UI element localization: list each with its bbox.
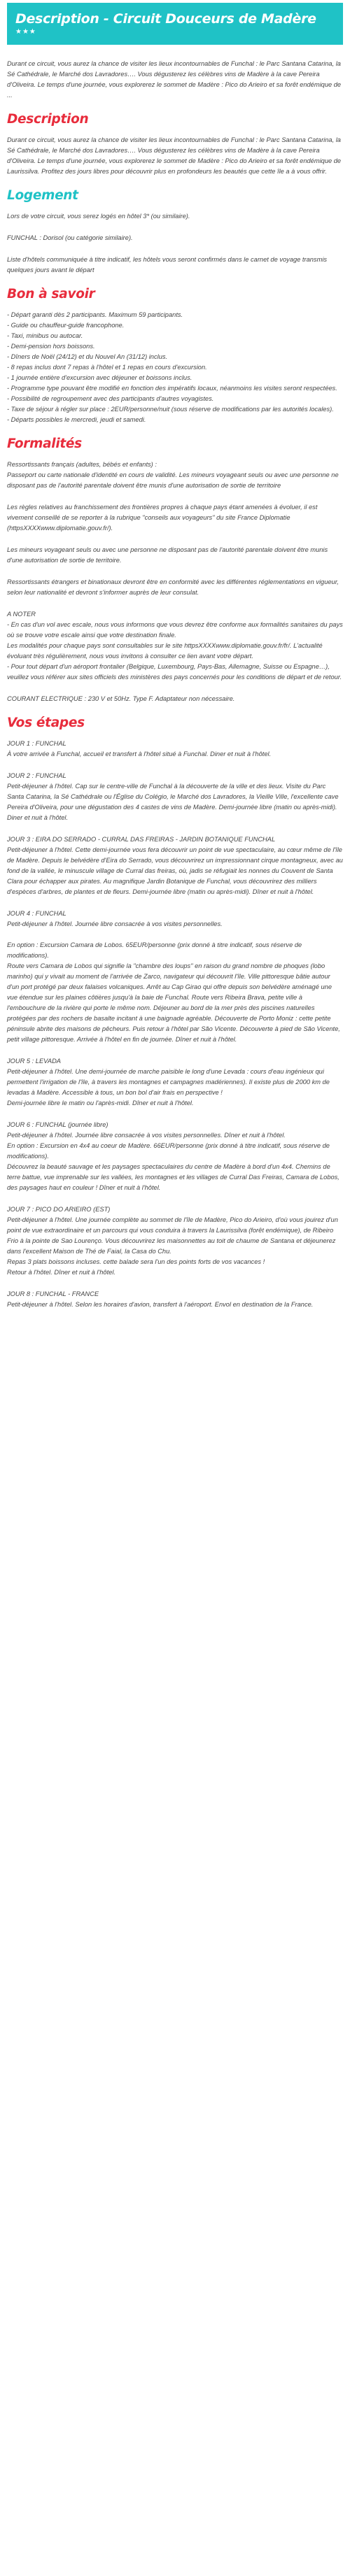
star-rating: ★★★ bbox=[15, 28, 36, 36]
step-title: JOUR 1 : FUNCHAL bbox=[7, 740, 66, 747]
list-item: - Départ garanti dès 2 participants. Maximum 59 participants. bbox=[7, 311, 183, 318]
step-body: Petit-déjeuner à l'hôtel. Cap sur le centre-ville de Funchal à la découverte de la ville et des lieux. Visite du Parc Santa Catarina, la Sé Cathédrale ou l'Église du Colégio, le Marché dos Lavradores, la Vieille Ville, l'excellente cave Pereira d'Oliveira, pour une dégustation des 4 castes de vins de Madère. Demi-journée libre (matin ou après-midi). Diner et nuit à l'hôtel. bbox=[7, 783, 339, 821]
step-title: JOUR 2 : FUNCHAL bbox=[7, 772, 66, 779]
page-header bbox=[7, 3, 343, 45]
logement-hotel: FUNCHAL : Dorisol (ou catégorie similaire). bbox=[7, 234, 133, 241]
step-title: JOUR 8 : FUNCHAL - FRANCE bbox=[7, 1290, 99, 1297]
page-title: Description - Circuit Douceurs de Madère bbox=[15, 11, 316, 27]
step-day-8 bbox=[7, 1289, 343, 1310]
intro-text: Durant ce circuit, vous aurez la chance de visiter les lieux incontournables de Funchal : le Parc Santana Catarina, la Sé Cathédrale, le Marché dos Lavradores…. Vous dégusterez les célèbres vins de Madère à la cave Pereira d'Oliveira. Le temps d'une journée, vous explorerez le sommet de Madère : Pico do Arieiro et sa forêt endémique de ... bbox=[7, 60, 342, 99]
formalites-regles: Les règles relatives au franchissement des frontières propres à chaque pays étant amenées à évoluer, il est vivement conseillé de se reporter à la rubrique "conseils aux voyageurs" du site France Diplomatie (httpsXXXXwww.diplomatie.gouv.fr/). bbox=[7, 504, 318, 532]
step-title: JOUR 6 : FUNCHAL (journée libre) bbox=[7, 1121, 108, 1128]
list-item: - Guide ou chauffeur-guide francophone. bbox=[7, 322, 125, 329]
step-day-6 bbox=[7, 1120, 343, 1193]
step-day-4 bbox=[7, 909, 343, 1045]
list-item: - Programme type pouvant être modifié en fonction des impératifs locaux, néanmoins les visites seront respectées. bbox=[7, 385, 337, 392]
list-item: - Dîners de Noël (24/12) et du Nouvel An (31/12) inclus. bbox=[7, 353, 168, 360]
step-day-5 bbox=[7, 1056, 343, 1109]
list-item: - Demi-pension hors boissons. bbox=[7, 343, 95, 350]
main-content bbox=[0, 45, 350, 1310]
section-title-logement: Logement bbox=[7, 188, 78, 203]
step-title: JOUR 5 : LEVADA bbox=[7, 1058, 61, 1065]
bon-a-savoir-list bbox=[7, 310, 343, 425]
list-item: - 1 journée entière d'excursion avec déjeuner et boissons inclus. bbox=[7, 374, 192, 381]
step-day-2 bbox=[7, 771, 343, 823]
list-item: - Taxe de séjour à régler sur place : 2EUR/personne/nuit (sous réserve de modifications par les autorités locales). bbox=[7, 406, 334, 413]
logement-intro: Lors de votre circuit, vous serez logés en hôtel 3* (ou similaire). bbox=[7, 213, 190, 220]
formalites-a-noter: A NOTER - En cas d'un vol avec escale, nous vous informons que vous devrez être conforme aux formalités sanitaires du pays où se trouve votre escale ainsi que votre destination finale. Les modalités pour chaque pays sont consultables sur le site httpsXXXXwww.diplomatie.gouv.fr/fr/. L'actualité évoluant très régulièrement, nous vous invitons à consulter ce lien avant votre départ. - Pour tout départ d'un aéroport frontalier (Belgique, Luxembourg, Pays-Bas, Allemagne, Suisse ou Espagne…), veuillez vous référer aux sites officiels des ministères des pays concernés pour les conditions de départ et de retour. bbox=[7, 611, 343, 681]
formalites-mineurs: Les mineurs voyageant seuls ou avec une personne ne disposant pas de l'autorité parentale doivent être munis d'une autorisation de sortie de territoire. bbox=[7, 546, 328, 564]
list-item: - 8 repas inclus dont 7 repas à l'hôtel et 1 repas en cours d'excursion. bbox=[7, 364, 207, 371]
description-text: Durant ce circuit, vous aurez la chance de visiter les lieux incontournables de Funchal : le Parc Santana Catarina, la Sé Cathédrale, le Marché dos Lavradores…. Vous dégusterez les célèbres vins de Madère à la cave Pereira d'Oliveira. Le temps d'une journée, vous explorerez le sommet de Madère : Pico do Arieiro et sa forêt endémique de Laurissilva. Profitez des jours libres pour découvrir plus en profondeurs les beautés que cette île a à vous offrir. bbox=[7, 136, 342, 175]
step-body: À votre arrivée à Funchal, accueil et transfert à l'hôtel situé à Funchal. Diner et nuit à l'hôtel. bbox=[7, 750, 272, 757]
step-day-7 bbox=[7, 1204, 343, 1278]
step-title: JOUR 3 : EIRA DO SERRADO - CURRAL DAS FREIRAS - JARDIN BOTANIQUE FUNCHAL bbox=[7, 836, 276, 843]
step-body: Petit-déjeuner à l'hôtel. Journée libre consacrée à vos visites personnelles. Dîner et nuit à l'hôtel. En option : Excursion en 4x4 au coeur de Madère. 66EUR/personne (prix donné à titre indicatif, sous réserve de modifications). Découvrez la beauté sauvage et les paysages spectaculaires du centre de Madère à bord d'un 4x4. Chemins de terre battue, vue imprenable sur les vallées, les montagnes et les villages de Curral Das Freiras, Camara de Lobos, des paysages haut en couleur ! Dîner et nuit à l'hôtel. bbox=[7, 1132, 340, 1191]
section-title-bon-a-savoir: Bon à savoir bbox=[7, 287, 95, 301]
step-title: JOUR 4 : FUNCHAL bbox=[7, 910, 66, 917]
section-title-etapes: Vos étapes bbox=[7, 716, 85, 730]
step-body: Petit-déjeuner à l'hôtel. Une journée complète au sommet de l'île de Madère, Pico do Arieiro, d'où vous jouirez d'un point de vue extraordinaire et un parcours qui vous conduira à travers la Laurissilva (forêt endémique), de Ribeiro Frio à la pointe de Sao Lourenço. Vous découvrirez les maisonnettes au toit de chaume de Santana et déjeunerez dans l'excellent Maison de Thé de Faial, la Casa do Chu. Repas 3 plats boissons incluses. cette balade sera l'un des points forts de vos vacances ! Retour à l'hôtel. Dîner et nuit à l'hôtel. bbox=[7, 1216, 338, 1276]
section-title-description: Description bbox=[7, 112, 89, 127]
formalites-etrangers: Ressortissants étrangers et binationaux devront être en conformité avec les différentes réglementations en vigueur, selon leur nationalité et devront s'informer auprès de leur consulat. bbox=[7, 578, 339, 596]
step-day-3 bbox=[7, 834, 343, 897]
step-title: JOUR 7 : PICO DO ARIEIRO (EST) bbox=[7, 1206, 111, 1213]
step-body: Petit-déjeuner à l'hôtel. Cette demi-journée vous fera découvrir un point de vue spectaculaire, au cœur même de l'île de Madère. Depuis le belvédère d'Eira do Serrado, vous découvrirez un impressionnant cirque montagneux, avec au fond de la vallée, le minuscule village de Curral das freiras, où, jadis se réfugiait les nonnes du Couvent de Santa Clara pour échapper aux pirates. Au magnifique Jardin Botanique de Funchal, vous découvrirez des milliers d'espèces d'arbres, de plantes et de fleurs. Demi-journée libre (matin ou après-midi). Dîner et nuit à l'hôtel. bbox=[7, 846, 343, 895]
step-body: Petit-déjeuner à l'hôtel. Une demi-journée de marche paisible le long d'une Levada : cours d'eau ingénieux qui permettent l'irrigation de l'île, à travers les montagnes et campagnes madériennes). Il existe plus de 2000 km de levadas à Madère. Accessible à tous, un bon bol d'air frais en perspective ! Demi-journée libre le matin ou l'après-midi. Dîner et nuit à l'hôtel. bbox=[7, 1068, 330, 1106]
logement-note: Liste d'hôtels communiquée à titre indicatif, les hôtels vous seront confirmés dans le carnet de voyage transmis quelques jours avant le départ bbox=[7, 256, 328, 273]
section-title-formalites: Formalités bbox=[7, 436, 82, 451]
list-item: - Taxi, minibus ou autocar. bbox=[7, 332, 83, 339]
formalites-courant: COURANT ELECTRIQUE : 230 V et 50Hz. Type F. Adaptateur non nécessaire. bbox=[7, 695, 235, 702]
formalites-ressortissants: Ressortissants français (adultes, bébés et enfants) : Passeport ou carte nationale d'identité en cours de validité. Les mineurs voyageant seuls ou avec une personne ne disposant pas de l'autorité parentale doivent être munis d'une autorisation de sortie de territoire bbox=[7, 461, 339, 489]
step-body: Petit-déjeuner à l'hôtel. Selon les horaires d'avion, transfert à l'aéroport. Envol en destination de la France. bbox=[7, 1301, 314, 1308]
step-day-1 bbox=[7, 739, 343, 760]
list-item: - Départs possibles le mercredi, jeudi et samedi. bbox=[7, 416, 146, 423]
list-item: - Possibilité de regroupement avec des participants d'autres voyagistes. bbox=[7, 395, 214, 402]
step-body: Petit-déjeuner à l'hôtel. Journée libre consacrée à vos visites personnelles. En option : Excursion Camara de Lobos. 65EUR/personne (prix donné à titre indicatif, sous réserve de modifications). Route vers Camara de Lobos qui signifie la "chambre des loups" en raison du grand nombre de phoques (lobo marinho) qui y vivait au moment de l'arrivée de Zarco, navigateur qui découvrit l'île. Ville pittoresque bâtie autour d'un port protégé par deux falaises volcaniques. Arrêt au Cap Girao qui offre depuis son belvédère aménagé une vue étendue sur les plaines côtières jusqu'à la baie de Funchal. Route vers Ribeira Brava, petite ville à l'embouchure de la rivière qui porte le même nom. Déjeuner au bord de la mer près des piscines naturelles protégées par des rochers de basalte incitant à une baignade agréable. Découverte de Porto Moniz : cette petite péninsule abrite des maisons de pêcheurs. Puis retour à l'hôtel par São Vicente. Découverte à pied de São Vicente, petit village pittoresque. Arrivée à l'hôtel en fin de journée. Dîner et nuit à l'hôtel. bbox=[7, 920, 340, 1043]
